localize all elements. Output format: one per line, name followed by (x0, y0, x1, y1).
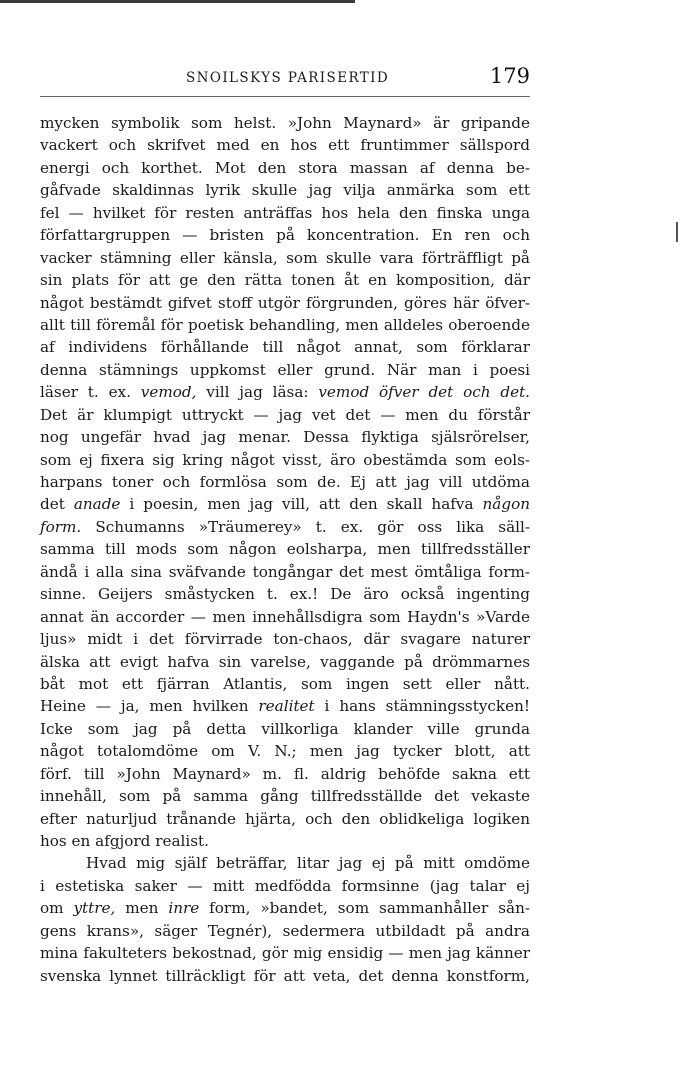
text-run: sinne. Geijers småstycken t. ex.! De äro också ingenting (40, 585, 530, 604)
text-run: älska att evigt hafva sin varelse, vaggande på drömmarnes (40, 652, 530, 671)
text-line (40, 449, 530, 471)
text-run: som ej fixera sig kring något visst, äro obestämda som eols- (40, 450, 530, 469)
text-line (40, 718, 530, 740)
text-line (40, 830, 530, 852)
text-line (40, 897, 530, 919)
text-line (40, 112, 530, 134)
text-line (40, 942, 530, 964)
italic-text: realitet (258, 697, 315, 716)
text-run: innehåll, som på samma gång tillfredsställde det vekaste (40, 787, 530, 806)
text-run: förf. till »John Maynard» m. fl. aldrig behöfde sakna ett (40, 764, 530, 783)
text-run: denna stämnings uppkomst eller grund. När man i poesi (40, 360, 530, 379)
text-line (40, 179, 530, 201)
text-run: båt mot ett fjärran Atlantis, som ingen sett eller nått. (40, 674, 530, 693)
text-line (40, 381, 530, 403)
italic-text: inre (168, 899, 200, 918)
text-run: annat än accorder — men innehållsdigra som Haydn's »Varde (40, 607, 530, 626)
text-run: form, »bandet, som sammanhåller sån- (199, 899, 530, 918)
text-line (40, 651, 530, 673)
text-run: mycken symbolik som helst. »John Maynard» är gripande (40, 114, 530, 132)
text-line (40, 359, 530, 381)
text-run: något totalomdöme om V. N.; men jag tycker blott, att (40, 742, 530, 761)
page-header (40, 66, 530, 96)
margin-mark (676, 222, 678, 242)
italic-text: form. (40, 517, 82, 536)
text-run: gens krans», säger Tegnér), sedermera utbildadt på andra (40, 921, 530, 940)
text-run: Det är klumpigt uttryckt — jag vet det — men du förstår (40, 405, 530, 424)
text-line (40, 808, 530, 830)
text-line (40, 314, 530, 336)
text-run: nog ungefär hvad jag menar. Dessa flyktiga själsrörelser, (40, 428, 530, 447)
text-run: om (40, 899, 74, 918)
text-line (40, 628, 530, 650)
text-line (40, 516, 530, 538)
text-line (40, 426, 530, 448)
page-number: 179 (489, 64, 530, 88)
text-run: ljus» midt i det förvirrade ton-chaos, där svagare naturer (40, 630, 530, 649)
text-line (40, 920, 530, 942)
top-edge-rule (0, 0, 355, 3)
text-run: vill jag läsa: (196, 383, 319, 402)
text-line (40, 673, 530, 695)
text-line (40, 852, 530, 874)
italic-text: anade (73, 495, 121, 514)
text-line (40, 336, 530, 358)
text-run: gåfvade skaldinnas lyrik skulle jag vilja anmärka som ett (40, 181, 530, 200)
text-run: Hvad mig själf beträffar, litar jag ej på mitt omdöme (86, 854, 530, 873)
italic-text: vemod öfver det och det. (318, 383, 531, 402)
text-line (40, 471, 530, 493)
text-run: något bestämdt gifvet stoff utgör förgrunden, göres här öfver- (40, 293, 530, 312)
text-run: i poesin, men jag vill, att den skall hafva (120, 495, 483, 514)
text-line (40, 606, 530, 628)
text-run: i hans stämningsstycken! (314, 697, 530, 716)
text-line (40, 965, 530, 987)
text-run: vacker stämning eller känsla, som skulle vara förträffligt på (40, 248, 530, 267)
text-line (40, 292, 530, 314)
text-line (40, 875, 530, 897)
text-run: Schumanns »Träumerey» t. ex. gör oss lika säll- (81, 517, 530, 536)
text-run: men (115, 899, 169, 918)
italic-text: någon (482, 495, 530, 514)
text-run: i estetiska saker — mitt medfödda formsinne (jag talar ej (40, 876, 530, 895)
text-line (40, 202, 530, 224)
italic-text: yttre, (73, 899, 116, 918)
running-title: SNOILSKYS PARISERTID (186, 70, 390, 86)
text-run: författargruppen — bristen på koncentration. En ren och (40, 226, 530, 245)
text-line (40, 785, 530, 807)
text-run: allt till föremål för poetisk behandling, men alldeles oberoende (40, 315, 530, 334)
text-line (40, 404, 530, 426)
text-line (40, 740, 530, 762)
body-text (40, 112, 530, 987)
header-rule (40, 96, 530, 97)
text-run: hos en afgjord realist. (40, 832, 209, 850)
text-line (40, 134, 530, 156)
text-run: svenska lynnet tillräckligt för att veta, det denna konstform, (40, 966, 530, 985)
text-run: det (40, 495, 74, 514)
text-line (40, 224, 530, 246)
text-line (40, 538, 530, 560)
text-line (40, 157, 530, 179)
text-line (40, 561, 530, 583)
text-run: läser t. ex. (40, 383, 141, 402)
text-run: samma till mods som någon eolsharpa, men tillfredsställer (40, 540, 530, 559)
text-run: Icke som jag på detta villkorliga klander ville grunda (40, 719, 530, 738)
italic-text: vemod, (140, 383, 197, 402)
text-run: Heine — ja, men hvilken (40, 697, 259, 716)
text-run: energi och korthet. Mot den stora massan af denna be- (40, 158, 530, 177)
text-run: fel — hvilket för resten anträffas hos hela den finska unga (40, 203, 530, 222)
text-line (40, 247, 530, 269)
text-run: vackert och skrifvet med en hos ett fruntimmer sällspord (40, 136, 530, 155)
text-line (40, 763, 530, 785)
text-line (40, 583, 530, 605)
text-run: mina fakulteters bekostnad, gör mig ensidig — men jag känner (40, 944, 530, 963)
text-run: af individens förhållande till något annat, som förklarar (40, 338, 530, 357)
text-run: harpans toner och formlösa som de. Ej att jag vill utdöma (40, 473, 530, 491)
text-line (40, 493, 530, 515)
text-run: efter naturljud trånande hjärta, och den oblidkeliga logiken (40, 809, 530, 828)
text-run: ändå i alla sina sväfvande tongångar det mest ömtåliga form- (40, 562, 530, 581)
text-run: sin plats för att ge den rätta tonen åt en komposition, där (40, 271, 530, 290)
text-line (40, 269, 530, 291)
text-line (40, 695, 530, 717)
